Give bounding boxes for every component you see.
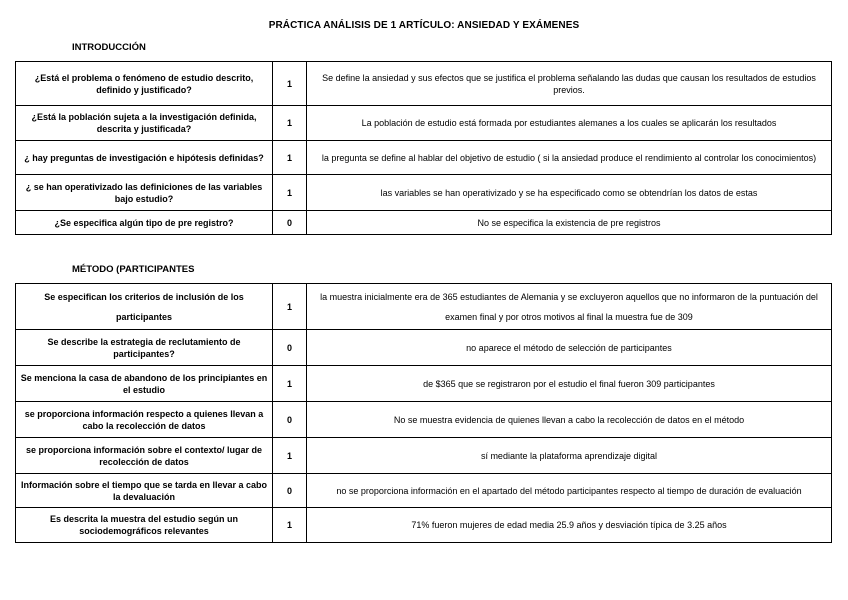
table-row [16, 106, 832, 141]
question-cell: ¿Está la población sujeta a la investigación definida, descrita y justificada? [16, 106, 273, 141]
introduccion-table [15, 61, 832, 235]
table-row [16, 438, 832, 474]
comment-cell: no aparece el método de selección de participantes [307, 330, 832, 366]
score-cell: 1 [273, 366, 307, 402]
table-row [16, 330, 832, 366]
score-cell: 1 [273, 175, 307, 211]
score-cell: 1 [273, 62, 307, 106]
question-cell: ¿ hay preguntas de investigación e hipótesis definidas? [16, 141, 273, 175]
question-cell: Se especifican los criterios de inclusión de los participantes [16, 284, 273, 330]
question-cell: se proporciona información respecto a quienes llevan a cabo la recolección de datos [16, 402, 273, 438]
question-cell: Es descrita la muestra del estudio según un sociodemográficos relevantes [16, 508, 273, 543]
page-title: PRÁCTICA ANÁLISIS DE 1 ARTÍCULO: ANSIEDAD Y EXÁMENES [268, 20, 580, 31]
comment-cell: La población de estudio está formada por estudiantes alemanes a los cuales se aplicarán los resultados [307, 106, 832, 141]
question-cell: Se menciona la casa de abandono de los principiantes en el estudio [16, 366, 273, 402]
section-heading-metodo: MÉTODO (PARTICIPANTES [72, 264, 195, 275]
table-row [16, 141, 832, 175]
comment-cell: sí mediante la plataforma aprendizaje digital [307, 438, 832, 474]
table-row [16, 508, 832, 543]
question-cell: Se describe la estrategia de reclutamiento de participantes? [16, 330, 273, 366]
table-row [16, 211, 832, 235]
table-row [16, 62, 832, 106]
comment-cell: la muestra inicialmente era de 365 estudiantes de Alemania y se excluyeron aquellos que no informaron de la puntuación del examen final y por otros motivos al final la muestra fue de 309 [307, 284, 832, 330]
table-row [16, 474, 832, 508]
comment-cell: 71% fueron mujeres de edad media 25.9 años y desviación típica de 3.25 años [307, 508, 832, 543]
question-cell: ¿Se especifica algún tipo de pre registro? [16, 211, 273, 235]
comment-cell: No se muestra evidencia de quienes llevan a cabo la recolección de datos en el método [307, 402, 832, 438]
comment-cell: de $365 que se registraron por el estudio el final fueron 309 participantes [307, 366, 832, 402]
comment-cell: las variables se han operativizado y se ha especificado como se obtendrían los datos de estas [307, 175, 832, 211]
comment-cell: no se proporciona información en el apartado del método participantes respecto al tiempo de duración de evaluación [307, 474, 832, 508]
comment-cell: la pregunta se define al hablar del objetivo de estudio ( si la ansiedad produce el rendimiento al controlar los conocimientos) [307, 141, 832, 175]
score-cell: 1 [273, 438, 307, 474]
comment-cell: Se define la ansiedad y sus efectos que se justifica el problema señalando las dudas que causan los resultados de estudios previos. [307, 62, 832, 106]
score-cell: 0 [273, 402, 307, 438]
table-row [16, 366, 832, 402]
question-cell: ¿ se han operativizado las definiciones de las variables bajo estudio? [16, 175, 273, 211]
score-cell: 1 [273, 508, 307, 543]
table-row [16, 175, 832, 211]
score-cell: 1 [273, 106, 307, 141]
score-cell: 1 [273, 284, 307, 330]
question-cell: ¿Está el problema o fenómeno de estudio descrito, definido y justificado? [16, 62, 273, 106]
metodo-table [15, 283, 832, 543]
comment-cell: No se especifica la existencia de pre registros [307, 211, 832, 235]
table-row [16, 284, 832, 330]
score-cell: 0 [273, 474, 307, 508]
score-cell: 0 [273, 211, 307, 235]
score-cell: 0 [273, 330, 307, 366]
table-row [16, 402, 832, 438]
question-cell: Información sobre el tiempo que se tarda en llevar a cabo la devaluación [16, 474, 273, 508]
section-heading-introduccion: INTRODUCCIÓN [72, 42, 146, 53]
question-cell: se proporciona información sobre el contexto/ lugar de recolección de datos [16, 438, 273, 474]
score-cell: 1 [273, 141, 307, 175]
